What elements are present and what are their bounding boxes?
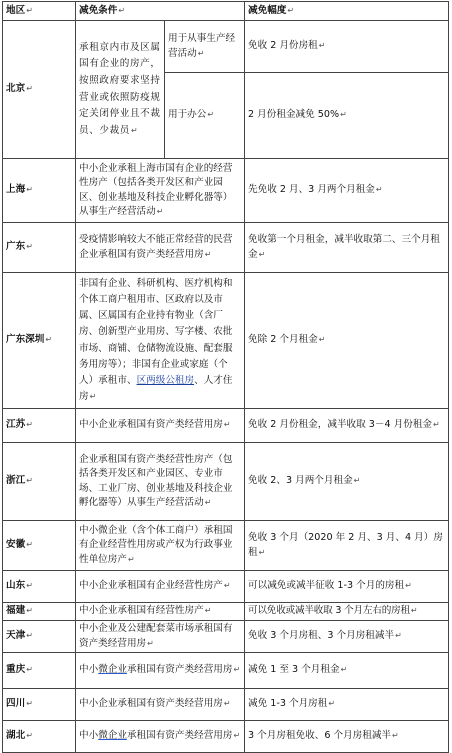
region-cell: 浙江 ↵ xyxy=(3,443,76,521)
condition-cell: 中小企业承租国有企业经营性房产 ↵ xyxy=(76,571,245,603)
condition-cell: 中小企业承租国有资产类经营用房 ↵ xyxy=(76,409,245,443)
table-row-anhui xyxy=(3,521,449,571)
condition-cell: 中小企业承租国有经营性房产 ↵ xyxy=(76,603,245,621)
region-cell: 湖北 ↵ xyxy=(3,721,76,753)
condition-cell: 企业承租国有资产类经营性房产（包括各类开发区和产业园区、专业市场、工业厂房、创业基地及科技企业孵化器等）从事生产经营活动 ↵ xyxy=(76,443,245,521)
amount-cell: 先免收 2 月、3 月两个月租金 ↵ xyxy=(245,159,449,223)
region-cell: 安徽 ↵ xyxy=(3,521,76,571)
region-cell: 四川 ↵ xyxy=(3,689,76,721)
table-row-sichuan xyxy=(3,689,449,721)
table-row-shandong xyxy=(3,571,449,603)
region-cell: 重庆 ↵ xyxy=(3,653,76,689)
amount-cell: 3 个月房租免收、6 个月房租减半 ↵ xyxy=(245,721,449,753)
condition-cell: 中小企业及公建配套菜市场承租国有资产类经营用房 ↵ xyxy=(76,621,245,653)
amount-cell: 减免 1 至 3 个月租金 ↵ xyxy=(245,653,449,689)
table-header-row xyxy=(3,2,449,21)
amount-cell: 2 月份租金减免 50% ↵ xyxy=(245,73,449,159)
condition-cell: 中小企业承租上海市国有企业的经营性房产（包括各类开发区和产业园区、创业基地及科技企业孵化器等）从事生产经营活动 ↵ xyxy=(76,159,245,223)
amount-cell: 免除 2 个月租金 ↵ xyxy=(245,273,449,409)
condition-cell: 中小企业承租国有资产类经营用房 ↵ xyxy=(76,689,245,721)
condition-cell: 承租京内市及区属国有企业的房产，按照政府要求坚持营业或依照防疫规定关闭停业且不裁员、少裁员 ↵ xyxy=(76,21,165,159)
purpose-cell: 用于办公 ↵ xyxy=(165,73,245,159)
header-condition: 减免条件 ↵ xyxy=(76,2,245,21)
amount-cell: 免收第一个月租金，减半收取第二、三个月租金 ↵ xyxy=(245,223,449,273)
amount-cell: 免收 3 个月（2020 年 2 月、3 月、4 月）房租 ↵ xyxy=(245,521,449,571)
region-cell: 上海 ↵ xyxy=(3,159,76,223)
region-cell: 广东 ↵ xyxy=(3,223,76,273)
amount-cell: 可以免收或减半收取 3 个月左右的房租 ↵ xyxy=(245,603,449,621)
amount-cell: 免收 2 月份租金，减半收取 3－4 月份租金 ↵ xyxy=(245,409,449,443)
region-cell: 福建 ↵ xyxy=(3,603,76,621)
amount-cell: 免收 3 个月房租、3 个月房租减半 ↵ xyxy=(245,621,449,653)
table-row-jiangsu xyxy=(3,409,449,443)
table-row-shenzhen xyxy=(3,273,449,409)
condition-cell: 中小微企业承租国有资产类经营用房 ↵ xyxy=(76,721,245,753)
amount-cell: 免收 2 月份房租 ↵ xyxy=(245,21,449,73)
header-amount: 减免幅度 ↵ xyxy=(245,2,449,21)
condition-cell: 非国有企业、科研机构、医疗机构和个体工商户租用市、区政府以及市属、区属国有企业持有物业（含厂房、创新型产业用房、写字楼、农批市场、商铺、仓储物流设施、配套服务用房等）；非国有企业或家庭（个人）承租市、区两级公租房、人才住房 ↵ xyxy=(76,273,245,409)
table-row-beijing xyxy=(3,21,449,73)
public-housing-link[interactable]: 区两级公租房 xyxy=(136,374,195,386)
region-cell: 山东 ↵ xyxy=(3,571,76,603)
rent-reduction-table xyxy=(2,1,449,753)
region-cell: 北京 ↵ xyxy=(3,21,76,159)
table-row-guangdong xyxy=(3,223,449,273)
condition-cell: 中小微企业（含个体工商户）承租国有企业经营性用房或产权为行政事业性单位房产 ↵ xyxy=(76,521,245,571)
region-cell: 江苏 ↵ xyxy=(3,409,76,443)
amount-cell: 免收 2、3 月两个月租金 ↵ xyxy=(245,443,449,521)
table-row-fujian xyxy=(3,603,449,621)
region-cell: 天津 ↵ xyxy=(3,621,76,653)
table-row-shanghai xyxy=(3,159,449,223)
table-row-hubei xyxy=(3,721,449,753)
header-region: 地区 ↵ xyxy=(3,2,76,21)
amount-cell: 可以减免或减半征收 1-3 个月的房租 ↵ xyxy=(245,571,449,603)
table-row-zhejiang xyxy=(3,443,449,521)
table-row-chongqing xyxy=(3,653,449,689)
condition-cell: 中小微企业承租国有资产类经营用房 ↵ xyxy=(76,653,245,689)
condition-cell: 受疫情影响较大不能正常经营的民营企业承租国有资产类经营用房 ↵ xyxy=(76,223,245,273)
region-cell: 广东深圳 ↵ xyxy=(3,273,76,409)
table-row-tianjin xyxy=(3,621,449,653)
amount-cell: 减免 1-3 个月房租 ↵ xyxy=(245,689,449,721)
purpose-cell: 用于从事生产经营活动 ↵ xyxy=(165,21,245,73)
